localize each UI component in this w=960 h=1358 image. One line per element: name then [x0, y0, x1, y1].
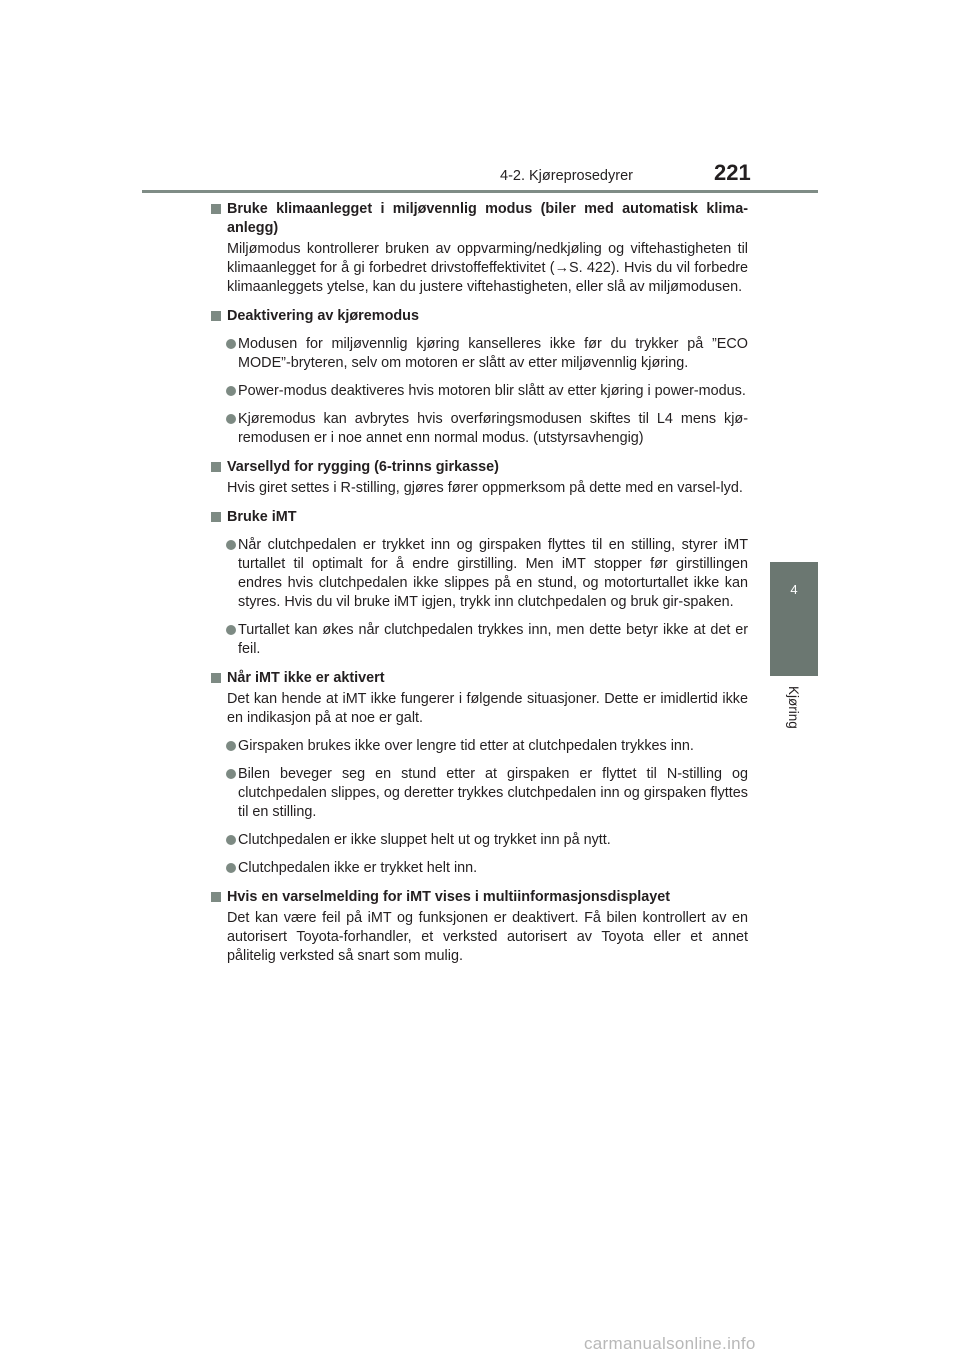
section-heading: Hvis en varselmelding for iMT vises i multiinformasjonsdisplayet	[211, 888, 748, 907]
page-number: 221	[714, 160, 751, 185]
header-divider	[142, 190, 818, 193]
section-drive-mode-deactivation	[211, 307, 748, 448]
body-text: Det kan være feil på iMT og funksjonen er deaktivert. Få bilen kontrollert av en autorisert Toyota-forhandler, et verksted autorisert av Toyota eller et annet pålitelig verksted så snart som mulig.	[227, 910, 748, 964]
square-bullet-icon	[211, 892, 221, 902]
chapter-number: 4	[790, 582, 798, 597]
list-item: Clutchpedalen ikke er trykket helt inn.	[211, 859, 748, 878]
section-heading: Bruke klimaanlegget i miljøvennlig modus (biler med automatisk klima-anlegg)	[211, 200, 748, 238]
list-item: Kjøremodus kan avbrytes hvis overføringsmodusen skiftes til L4 mens kjø-remodusen er i noe annet enn normal modus. (utstyrsavhengig)	[211, 410, 748, 448]
section-using-imt	[211, 508, 748, 659]
list-item: Power-modus deaktiveres hvis motoren blir slått av etter kjøring i power-modus.	[211, 382, 748, 401]
body-text: Hvis giret settes i R-stilling, gjøres fører oppmerksom på dette med en varsel-lyd.	[227, 480, 743, 496]
square-bullet-icon	[211, 311, 221, 321]
circle-bullet-icon	[226, 863, 236, 873]
list-item: Turtallet kan økes når clutchpedalen trykkes inn, men dette betyr ikke at det er feil.	[211, 621, 748, 659]
section-imt-warning-message	[211, 888, 748, 966]
chapter-tab	[770, 562, 818, 676]
chapter-label: Kjøring	[786, 686, 801, 729]
section-climate-eco	[211, 200, 748, 297]
section-heading: Når iMT ikke er aktivert	[211, 669, 748, 688]
square-bullet-icon	[211, 462, 221, 472]
section-title: 4-2. Kjøreprosedyrer	[500, 168, 633, 184]
square-bullet-icon	[211, 512, 221, 522]
list-item: Clutchpedalen er ikke sluppet helt ut og trykket inn på nytt.	[211, 831, 748, 850]
body-text: Miljømodus kontrollerer bruken av oppvarming/nedkjøling og viftehastigheten til klimaanlegget for å gi forbedret drivstoffeffektivitet (→S. 422). Hvis du vil forbedre klimaanleggets ytelse, kan du justere viftehastigheten, eller slå av miljømodusen.	[227, 241, 748, 295]
section-heading: Varsellyd for rygging (6-trinns girkasse)	[211, 458, 748, 477]
section-heading: Bruke iMT	[211, 508, 748, 527]
circle-bullet-icon	[226, 339, 236, 349]
circle-bullet-icon	[226, 625, 236, 635]
page-content	[211, 200, 748, 976]
circle-bullet-icon	[226, 741, 236, 751]
circle-bullet-icon	[226, 386, 236, 396]
list-item: Bilen beveger seg en stund etter at girspaken er flyttet til N-stilling og clutchpedalen slippes, og deretter trykkes clutchpedalen inn og girspaken flyttes til en stilling.	[211, 765, 748, 822]
list-item: Modusen for miljøvennlig kjøring kanselleres ikke før du trykker på ”ECO MODE”-bryteren, selv om motoren er slått av etter miljøvennlig kjøring.	[211, 335, 748, 373]
body-text: Det kan hende at iMT ikke fungerer i følgende situasjoner. Dette er imidlertid ikke en indikasjon på at noe er galt.	[227, 691, 748, 726]
square-bullet-icon	[211, 204, 221, 214]
list-item: Når clutchpedalen er trykket inn og girspaken flyttes til en stilling, styrer iMT turtallet til optimalt for å endre girstilling. Men iMT stopper før girstillingen endres hvis clutchpedalen ikke slippes på en stund, og motorturtallet ikke kan styres. Hvis du vil bruke iMT igjen, trykk inn clutchpedalen og bruk gir-spaken.	[211, 536, 748, 612]
circle-bullet-icon	[226, 835, 236, 845]
circle-bullet-icon	[226, 540, 236, 550]
section-imt-not-active	[211, 669, 748, 878]
section-heading: Deaktivering av kjøremodus	[211, 307, 748, 326]
watermark: carmanualsonline.info	[584, 1334, 756, 1353]
list-item: Girspaken brukes ikke over lengre tid etter at clutchpedalen trykkes inn.	[211, 737, 748, 756]
square-bullet-icon	[211, 673, 221, 683]
circle-bullet-icon	[226, 414, 236, 424]
circle-bullet-icon	[226, 769, 236, 779]
section-reverse-warning	[211, 458, 748, 498]
